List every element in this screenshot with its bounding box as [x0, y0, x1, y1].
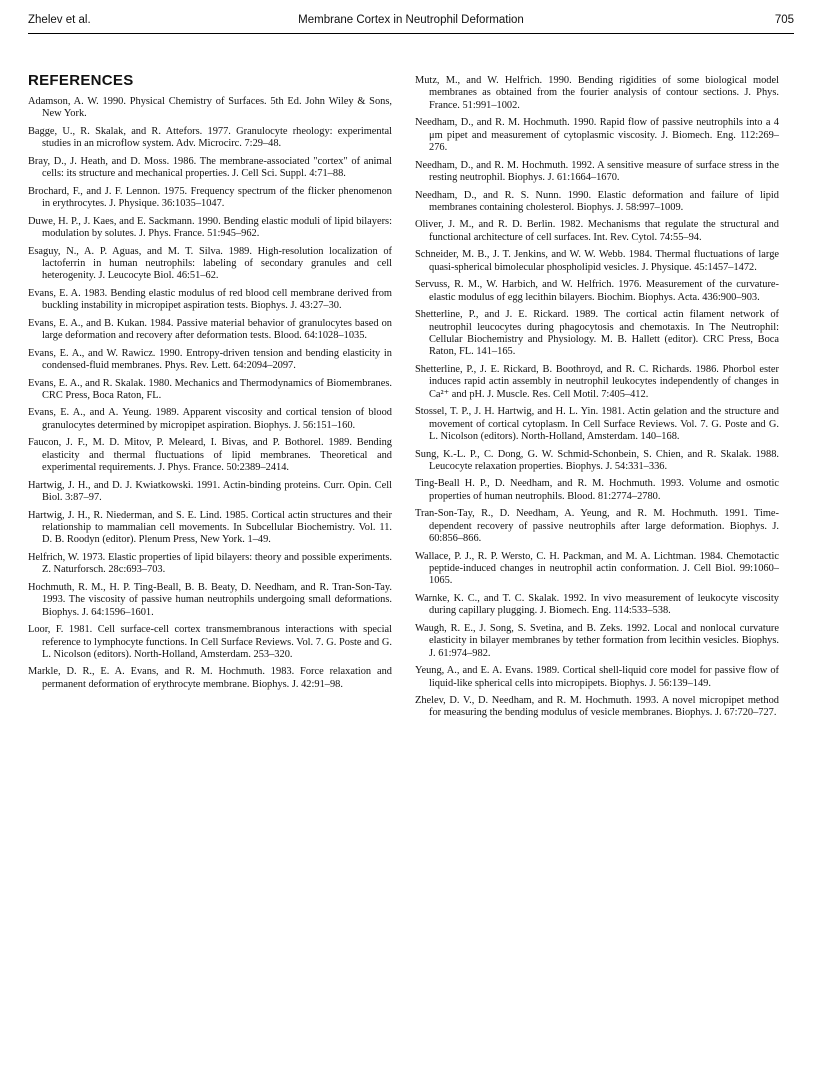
reference-item: Hochmuth, R. M., H. P. Ting-Beall, B. B. Beaty, D. Needham, and R. Tran-Son-Tay. 1993. The viscosity of passive human neutrophils undergoing small deformations. Biophys. J. 64:1596–1601.: [28, 581, 392, 618]
reference-item: Schneider, M. B., J. T. Jenkins, and W. W. Webb. 1984. Thermal fluctuations of large quasi-spherical bimolecular phospholipid vesicles. J. Physique. 45:1457–1472.: [415, 249, 779, 273]
reference-item: Hartwig, J. H., and D. J. Kwiatkowski. 1991. Actin-binding proteins. Curr. Opin. Cell Biol. 3:87–97.: [28, 479, 392, 504]
reference-item: Zhelev, D. V., D. Needham, and R. M. Hochmuth. 1993. A novel micropipet method for measuring the bending modulus of vesicle membranes. Biophys. J. 67:720–727.: [415, 695, 779, 719]
reference-item: Sung, K.-L. P., C. Dong, G. W. Schmid-Schonbein, S. Chien, and R. Skalak. 1988. Leucocyte relaxation properties. Biophys. J. 54:331–336.: [415, 448, 779, 472]
reference-item: Bagge, U., R. Skalak, and R. Attefors. 1977. Granulocyte rheology: experimental studies in an microflow system. Adv. Microcirc. 7:29–48.: [28, 125, 392, 150]
reference-item: Evans, E. A., and B. Kukan. 1984. Passive material behavior of granulocytes based on large deformation and recovery after deformation tests. Blood. 64:1028–1035.: [28, 317, 392, 342]
left-column: [28, 72, 392, 696]
reference-item: Mutz, M., and W. Helfrich. 1990. Bending rigidities of some biological model membranes as obtained from the fourier analysis of contour sections. J. Phys. France. 51:991–1002.: [415, 75, 779, 111]
section-title: REFERENCES: [28, 72, 134, 89]
header-authors: Zhelev et al.: [28, 14, 91, 26]
reference-item: Stossel, T. P., J. H. Hartwig, and H. L. Yin. 1981. Actin gelation and the structure and movement of cortical cytoplasm. In Cell Surface Reviews. Vol. 7. G. Poste and G. L. Nicolson (editors). North-Holland, Amsterdam. 140–168.: [415, 406, 779, 442]
reference-item: Warnke, K. C., and T. C. Skalak. 1992. In vivo measurement of leukocyte viscosity during capillary plugging. J. Biomech. Eng. 114:533–538.: [415, 592, 779, 617]
reference-item: Bray, D., J. Heath, and D. Moss. 1986. The membrane-associated "cortex" of animal cells: its structure and mechanical properties. J. Cell Sci. Suppl. 4:71–88.: [28, 155, 392, 180]
reference-list-left: [28, 96, 392, 691]
reference-item: Adamson, A. W. 1990. Physical Chemistry of Surfaces. 5th Ed. John Wiley & Sons, New York.: [28, 96, 392, 120]
reference-item: Markle, D. R., E. A. Evans, and R. M. Hochmuth. 1983. Force relaxation and permanent deformation of erythrocyte membrane. Biophys. J. 42:91–98.: [28, 666, 392, 690]
page-number: 705: [774, 14, 794, 26]
reference-item: Duwe, H. P., J. Kaes, and E. Sackmann. 1990. Bending elastic moduli of lipid bilayers: modulation by solutes. J. Phys. France. 51:945–962.: [28, 215, 392, 240]
reference-item: Ting-Beall H. P., D. Needham, and R. M. Hochmuth. 1993. Volume and osmotic properties of human neutrophils. Blood. 81:2774–2780.: [415, 478, 779, 502]
header-rule: [28, 33, 794, 34]
reference-item: Brochard, F., and J. F. Lennon. 1975. Frequency spectrum of the flicker phenomenon in erythrocytes. J. Physique. 36:1035–1047.: [28, 185, 392, 210]
reference-item: Needham, D., and R. M. Hochmuth. 1992. A sensitive measure of surface stress in the resting neutrophil. Biophys. J. 61:1664–1670.: [415, 159, 779, 184]
reference-item: Oliver, J. M., and R. D. Berlin. 1982. Mechanisms that regulate the structural and functional architecture of cell surfaces. Int. Rev. Cytol. 74:55–94.: [415, 219, 779, 243]
reference-item: Helfrich, W. 1973. Elastic properties of lipid bilayers: theory and possible experiments. Z. Naturforsch. 28c:693–703.: [28, 551, 392, 576]
right-column: [415, 75, 779, 725]
reference-item: Hartwig, J. H., R. Niederman, and S. E. Lind. 1985. Cortical actin structures and their relationship to mammalian cell movements. In Subcellular Biochemistry. Vol. 11. D. B. Roodyn (editor). Plenum Press, New York. 1–49.: [28, 509, 392, 546]
reference-item: Needham, D., and R. M. Hochmuth. 1990. Rapid flow of passive neutrophils into a 4 μm pipet and measurement of cytoplasmic viscosity. J. Biomech. Eng. 112:269–276.: [415, 117, 779, 154]
reference-item: Evans, E. A., and W. Rawicz. 1990. Entropy-driven tension and bending elasticity in condensed-fluid membranes. Phys. Rev. Lett. 64:2094–2097.: [28, 347, 392, 372]
reference-item: Evans, E. A., and R. Skalak. 1980. Mechanics and Thermodynamics of Biomembranes. CRC Press, Boca Raton, FL.: [28, 377, 392, 401]
reference-item: Tran-Son-Tay, R., D. Needham, A. Yeung, and R. M. Hochmuth. 1991. Time-dependent recovery of passive neutrophils after large deformation. Biophys. J. 60:856–866.: [415, 508, 779, 545]
reference-item: Evans, E. A., and A. Yeung. 1989. Apparent viscosity and cortical tension of blood granulocytes determined by micropipet aspiration. Biophys. J. 56:151–160.: [28, 407, 392, 431]
reference-item: Yeung, A., and E. A. Evans. 1989. Cortical shell-liquid core model for passive flow of liquid-like spherical cells into micropipets. Biophys. J. 56:139–149.: [415, 665, 779, 689]
reference-item: Waugh, R. E., J. Song, S. Svetina, and B. Zeks. 1992. Local and nonlocal curvature elasticity in bilayer membranes by tether formation from lecithin vesicles. Biophys. J. 61:974–982.: [415, 622, 779, 659]
reference-item: Faucon, J. F., M. D. Mitov, P. Meleard, I. Bivas, and P. Bothorel. 1989. Bending elasticity and thermal fluctuations of lipid membranes. Theoretical and experimental requirements. J. Phys. France. 50:2389–2414.: [28, 437, 392, 474]
running-header: [28, 14, 794, 32]
reference-list-right: [415, 75, 779, 720]
reference-item: Loor, F. 1981. Cell surface-cell cortex transmembranous interactions with special reference to lymphocyte functions. In Cell Surface Reviews. Vol. 7. G. Poste and G. L. Nicolson (editors). North-Holland, Amsterdam. 253–320.: [28, 624, 392, 660]
reference-item: Needham, D., and R. S. Nunn. 1990. Elastic deformation and failure of lipid membranes containing cholesterol. Biophys. J. 58:997–1009.: [415, 189, 779, 213]
reference-item: Servuss, R. M., W. Harbich, and W. Helfrich. 1976. Measurement of the curvature-elastic modulus of egg lecithin bilayers. Biochim. Biophys. Acta. 436:900–903.: [415, 279, 779, 303]
reference-item: Wallace, P. J., R. P. Wersto, C. H. Packman, and M. A. Lichtman. 1984. Chemotactic peptide-induced changes in neutrophil actin conformation. J. Cell Biol. 99:1060–1065.: [415, 550, 779, 587]
reference-item: Shetterline, P., and J. E. Rickard. 1989. The cortical actin filament network of neutrophil leucocytes during phagocytosis and chemotaxis. In The Neutrophil: Cellular Biochemistry and Physiology. M. B. Hallett (editor). CRC Press, Boca Raton, FL. 141–165.: [415, 309, 779, 358]
reference-item: Esaguy, N., A. P. Aguas, and M. T. Silva. 1989. High-resolution localization of lactoferrin in human neutrophils: labeling of secondary granules and cell heterogenity. J. Leucocyte Biol. 46:51–62.: [28, 245, 392, 282]
header-title: Membrane Cortex in Neutrophil Deformation: [298, 14, 524, 26]
reference-item: Evans, E. A. 1983. Bending elastic modulus of red blood cell membrane derived from buckling instability in micropipet aspiration tests. Biophys. J. 43:27–30.: [28, 287, 392, 312]
reference-item: Shetterline, P., J. E. Rickard, B. Boothroyd, and R. C. Richards. 1986. Phorbol ester induces rapid actin assembly in neutrophil leukocytes independently of changes in Ca²⁺ and pH. J. Muscle. Res. Cell Motil. 7:405–412.: [415, 363, 779, 400]
